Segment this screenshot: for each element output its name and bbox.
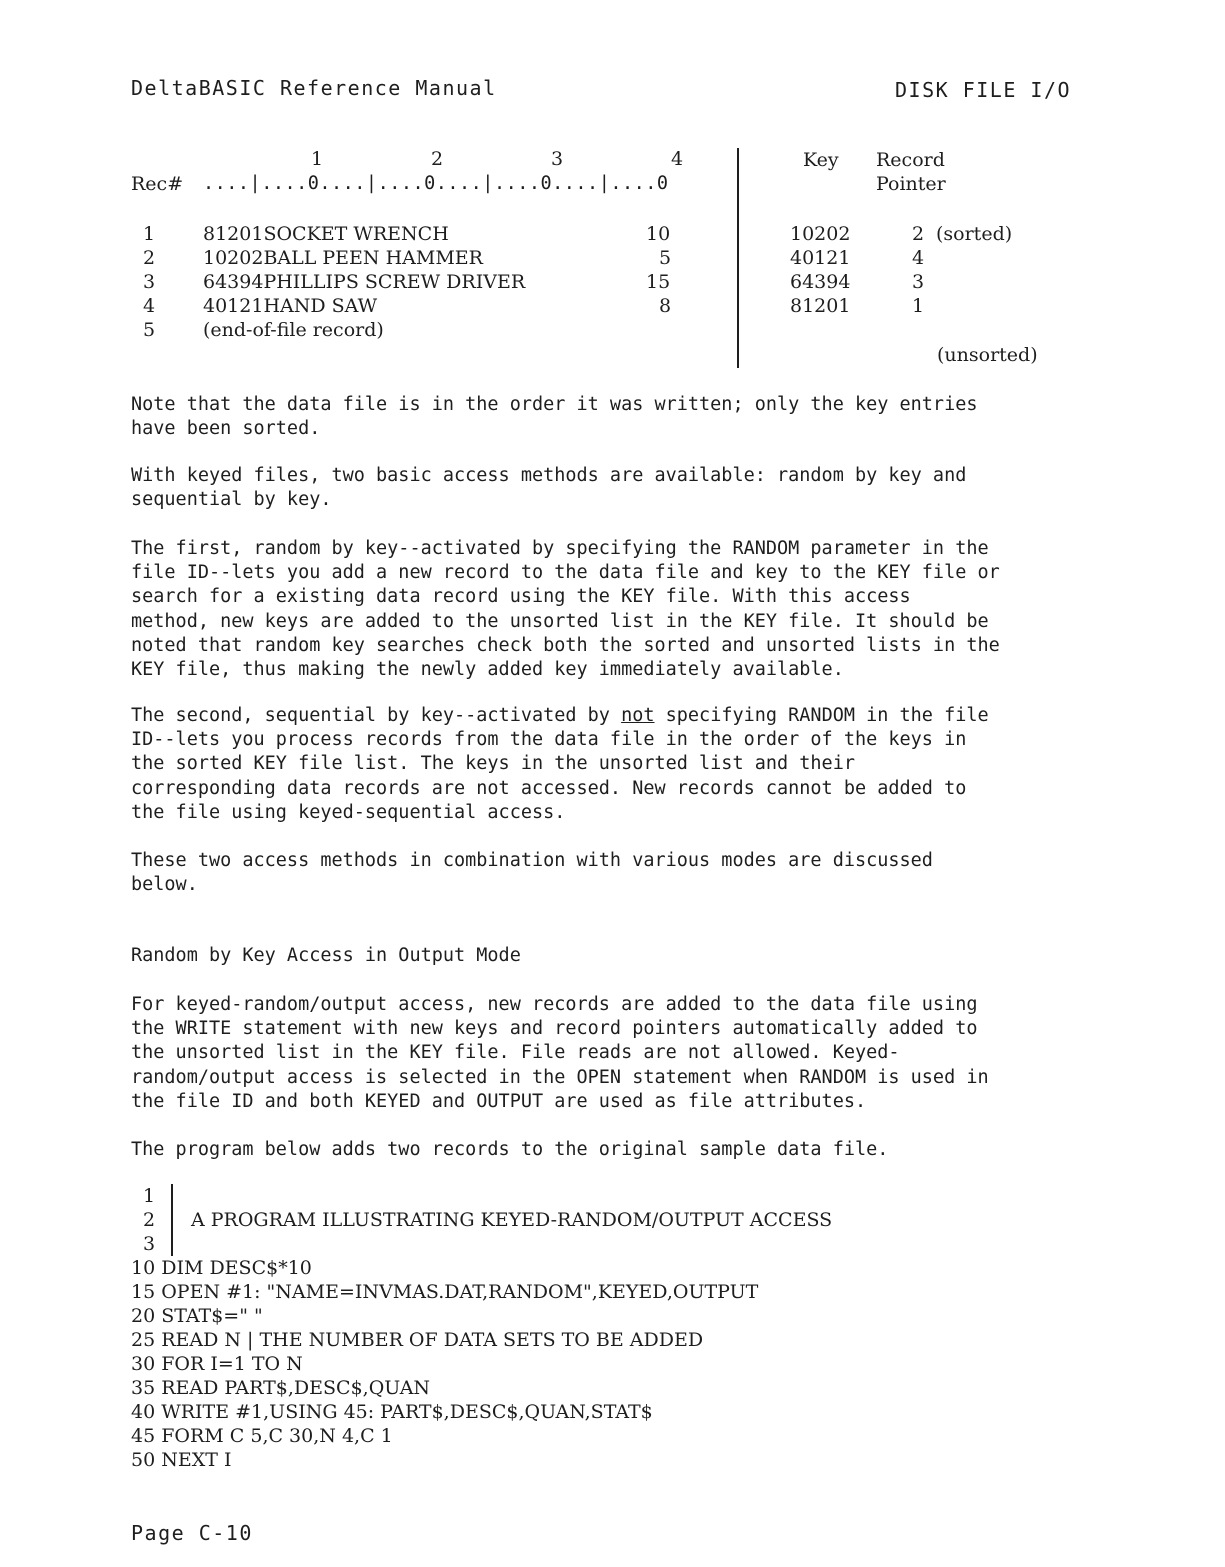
pointer-header: Pointer xyxy=(876,173,946,195)
paragraph-random-by-key: The first, random by key--activated by specifying the RANDOM parameter in the file ID--lets you add a new record to the data file and key to the KEY file or search for a existing data record using the KEY file. With this access method, new keys are added to the unsorted list in the KEY file. It should be noted that random key searches check both the sorted and unsorted lists in the KEY file, thus making the newly added key immediately available. xyxy=(131,538,1000,681)
pointer-value: 2 xyxy=(912,223,925,245)
rec-text: 81201SOCKET WRENCH xyxy=(203,223,449,245)
rec-text: 64394PHILLIPS SCREW DRIVER xyxy=(203,271,526,293)
paragraph-access-methods: With keyed files, two basic access methods are available: random by key and sequential by key. xyxy=(131,465,967,511)
unsorted-label: (unsorted) xyxy=(937,344,1038,366)
pointer-value: 4 xyxy=(912,247,925,269)
paragraph-combination: These two access methods in combination with various modes are discussed below. xyxy=(131,850,933,896)
sorted-label: (sorted) xyxy=(936,223,1013,245)
line-number: 2 xyxy=(143,1209,156,1231)
key-value: 64394 xyxy=(790,271,851,293)
rec-text: 10202BALL PEEN HAMMER xyxy=(203,247,483,269)
comment-bar xyxy=(171,1184,173,1256)
rec-number: 3 xyxy=(143,271,156,293)
pointer-header: Record xyxy=(876,149,945,171)
p4-text: The second, sequential by key--activated by xyxy=(131,705,622,726)
key-value: 10202 xyxy=(790,223,851,245)
rec-text: (end-of-file record) xyxy=(203,319,384,341)
rec-qty: 5 xyxy=(659,247,672,269)
rec-label: Rec# xyxy=(131,173,184,195)
paragraph-sequential-by-key xyxy=(131,704,1081,825)
code-line: 25 READ N | THE NUMBER OF DATA SETS TO BE ADDED xyxy=(131,1329,704,1351)
manual-title: DeltaBASIC Reference Manual xyxy=(131,76,497,100)
line-number: 3 xyxy=(143,1233,156,1255)
code-line: 50 NEXT I xyxy=(131,1449,232,1471)
rec-number: 1 xyxy=(143,223,156,245)
rec-qty: 15 xyxy=(646,271,671,293)
table-divider xyxy=(737,148,739,368)
key-header: Key xyxy=(803,149,839,171)
underlined-not: not xyxy=(621,705,655,726)
ruler-number: 1 xyxy=(311,148,324,170)
key-value: 81201 xyxy=(790,295,851,317)
code-line: 35 READ PART$,DESC$,QUAN xyxy=(131,1377,431,1399)
section-title: DISK FILE I/O xyxy=(895,78,1072,102)
pointer-value: 3 xyxy=(912,271,925,293)
section-heading: Random by Key Access in Output Mode xyxy=(131,945,521,966)
key-value: 40121 xyxy=(790,247,851,269)
code-line: 30 FOR I=1 TO N xyxy=(131,1353,303,1375)
comment-text: A PROGRAM ILLUSTRATING KEYED-RANDOM/OUTPUT ACCESS xyxy=(191,1209,833,1231)
code-line: 45 FORM C 5,C 30,N 4,C 1 xyxy=(131,1425,393,1447)
rec-qty: 8 xyxy=(659,295,672,317)
rec-number: 2 xyxy=(143,247,156,269)
ruler-number: 4 xyxy=(671,148,684,170)
ruler-number: 3 xyxy=(551,148,564,170)
line-number: 1 xyxy=(143,1185,156,1207)
rec-number: 4 xyxy=(143,295,156,317)
code-line: 15 OPEN #1: "NAME=INVMAS.DAT,RANDOM",KEYED,OUTPUT xyxy=(131,1281,759,1303)
rec-text: 40121HAND SAW xyxy=(203,295,378,317)
page-number: Page C-10 xyxy=(131,1521,253,1545)
paragraph-note: Note that the data file is in the order it was written; only the key entries have been sorted. xyxy=(131,394,978,440)
column-ruler: ....|....0....|....0....|....0....|....0 xyxy=(203,173,669,194)
ruler-number: 2 xyxy=(431,148,444,170)
p4-text: specifying RANDOM in the file ID--lets you process records from the data file in the order of the keys in the sorted KEY file list. The keys in the unsorted list and their corresponding data records are not accessed. New records cannot be added to the file using keyed-sequential access. xyxy=(131,705,989,823)
rec-number: 5 xyxy=(143,319,156,341)
paragraph-output-mode: For keyed-random/output access, new records are added to the data file using the WRITE statement with new keys and record pointers automatically added to the unsorted list in the KEY file. File reads are not allowed. Keyed- random/output access is selected in the OPEN statement when RANDOM is used in the file ID and both KEYED and OUTPUT are used as file attributes. xyxy=(131,994,989,1112)
rec-qty: 10 xyxy=(646,223,671,245)
code-line: 20 STAT$=" " xyxy=(131,1305,263,1327)
pointer-value: 1 xyxy=(912,295,925,317)
code-line: 10 DIM DESC$*10 xyxy=(131,1257,312,1279)
paragraph-program-intro: The program below adds two records to the original sample data file. xyxy=(131,1139,889,1160)
code-line: 40 WRITE #1,USING 45: PART$,DESC$,QUAN,STAT$ xyxy=(131,1401,653,1423)
